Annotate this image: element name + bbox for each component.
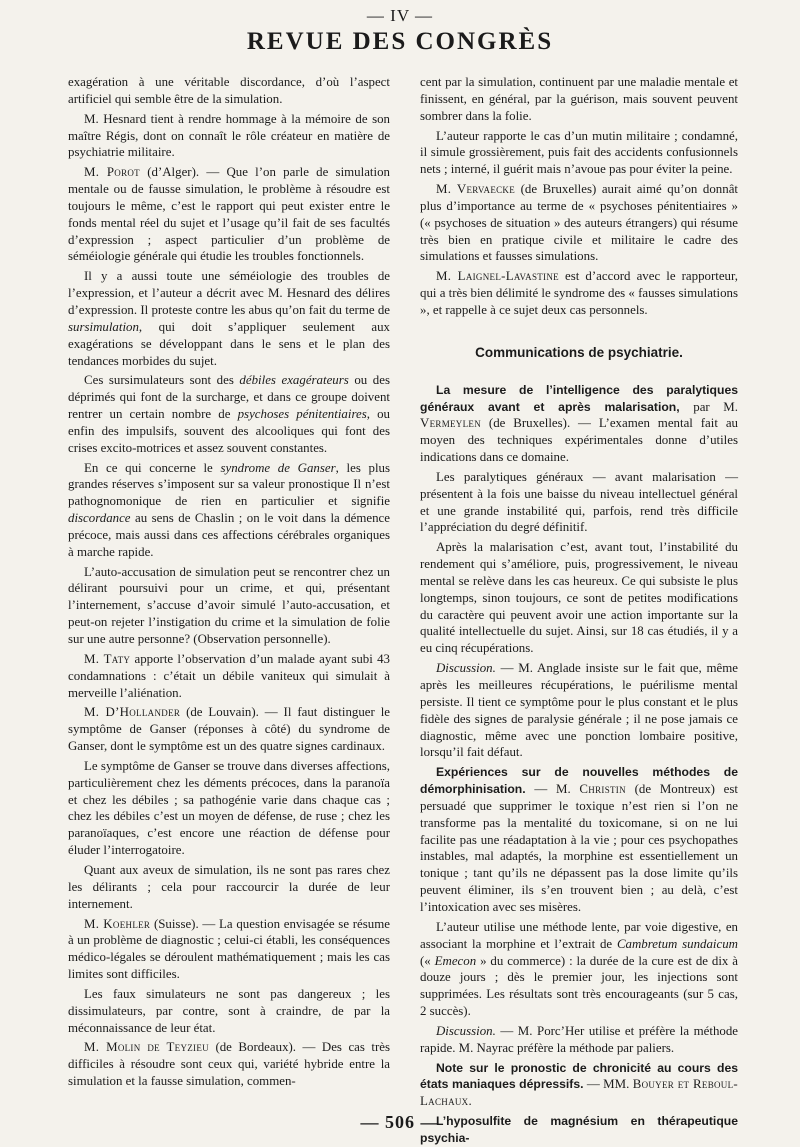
author-name: M. Vervaecke [436, 182, 516, 197]
paragraph: Quant aux aveux de simulation, ils ne sont pas rares chez les délirants ; cela pour raccourcir la durée de leur internement. [68, 862, 390, 911]
discussion-label: Discussion. [436, 661, 496, 676]
paragraph: En ce qui concerne le syndrome de Ganser, les plus grandes réserves s’imposent sur sa valeur pronostique Il n’est pathognomonique de rien en particulier et signifie discordance au sens de Chaslin ; on le voit dans la démence précoce, mais aussi dans ces affections cérébrales organiques à marche rapide. [68, 460, 391, 559]
author-name: M. D’Hollander [84, 705, 181, 720]
paragraph: Le symptôme de Ganser se trouve dans diverses affections, particulièrement chez les déments précoces, dans la paranoïa et chez les débiles ; sa pathogénie varie dans chaque cas ; chez les débiles c’est un moyen de défense, de ruse ; chez les paranoïaques, c’est encore une réaction de défense pour éluder l’interrogatoire. [68, 758, 390, 858]
communication-title: La mesure de l’intelligence des paralytiques généraux avant et après malarisation, [420, 382, 738, 414]
paragraph: M. Molin de Teyzieu (de Bordeaux). — Des cas très difficiles à résoudre sont ceux qui, variété hybride entre la simulation et la fausse simulation, commen- [68, 1040, 391, 1089]
folio-roman: — IV — [366, 6, 434, 25]
page-number: — 506 — [360, 1112, 440, 1132]
paragraph: Ces sursimulateurs sont des débiles exagérateurs ou des déprimés qui font de la surcharge, et dans ce groupe doivent rentrer un certain nombre de psychoses pénitentiaires, ou enfin des impulsifs, souvent des alcooliques qui font des crises excito-motrices et assez souvent constantes. [68, 373, 390, 455]
author-name: M. Porot [84, 165, 140, 180]
author-name: M. Molin de Teyzieu [84, 1040, 209, 1055]
paragraph: M. Koehler (Suisse). — La question envisagée se résume à un problème de diagnostic ; celui-ci établi, les conséquences médico-légales se déroulent mathématiquement ; mais les cas limites sont difficiles. [68, 916, 390, 982]
author-name: Christin [579, 782, 626, 797]
paragraph: Discussion. — M. Porc’Her utilise et préfère la méthode rapide. M. Nayrac préfère la méthode par paliers. [420, 1023, 738, 1055]
right-column [420, 74, 738, 1147]
paragraph: L’auteur utilise une méthode lente, par voie digestive, en associant la morphine et l’extrait de Cambretum sundaicum (« Emecon » du commerce) : la durée de la cure est de dix à douze jours ; dès le premier jour, les injections sont supprimées. Les résultats sont très encourageants (sur 5 cas, 2 succès). [420, 919, 738, 1019]
author-name: M. Laignel-Lavastine [436, 269, 559, 284]
paragraph: Les faux simulateurs ne sont pas dangereux ; les dissimulateurs, par contre, sont à craindre, de par la méconnaissance de leur état. [68, 986, 390, 1035]
author-name: M. Koehler [84, 916, 151, 931]
discussion-label: Discussion. [436, 1023, 496, 1038]
paragraph: Après la malarisation c’est, avant tout, l’instabilité du rendement qui s’améliore, puis, progressivement, le niveau mental se relève dans les cas heureux. Ce qui subsiste le plus longtemps, sinon toujours, ce sont de petites modifications du caractère qui peuvent avoir une action importante sur la qualité intellectuelle du sujet. Ainsi, sur 18 cas étudiés, il y a eu cinq récupérations. [420, 540, 738, 656]
communication-entry: Expériences sur de nouvelles méthodes de démorphinisation. — M. Christin (de Montreux) est persuadé que supprimer le toxique n’est rien si l’on ne transforme pas la mentalité du toxicomane, si on ne lui facilite pas une réadaptation à la vie ; pour ces psychopathes instables, mal adaptés, la morphine est essentiellement un tonique ; tant qu’ils ne dépassent pas la dose limite qu’ils peuvent éliminer, ils s’en trouvent bien ; au delà, c’est l’intoxication avec ses misères. [420, 765, 738, 914]
running-title: REVUE DES CONGRÈS [246, 28, 554, 55]
paragraph: Les paralytiques généraux — avant malarisation — présentent à la fois une baisse du niveau intellectuel général et une grande instabilité qui, parfois, rend très difficile l’appréciation du degré définitif. [420, 469, 738, 535]
author-name: M. Taty [84, 651, 131, 666]
paragraph: M. Taty apporte l’observation d’un malade ayant subi 43 condamnations : c’était un débile vaniteux qui simulait à merveille l’aliénation. [68, 651, 390, 700]
communication-title: L’hyposulfite de magnésium en thérapeutique psychia- [420, 1114, 738, 1145]
paragraph: M. Vervaecke (de Bruxelles) aurait aimé qu’on donnât plus d’importance au terme de « psychoses pénitentiaires » (« psychoses de situation » des auteurs étrangers) qui résume très bien en pratique civile et militaire le cadre des simulations et fausses simulations. [420, 182, 739, 264]
communication-title: Note sur le pronostic de chronicité au cours des états maniaques dépressifs. [420, 1060, 738, 1092]
paragraph: Discussion. — M. Anglade insiste sur le fait que, même après les meilleures récupérations, le puérilisme mental persiste. Il tient ce symptôme pour le plus constant et le plus fidèle des signes de paralysie générale ; il ne pose jamais ce diagnostic, même avec une ponction lombaire positive, lorsqu’il fait défaut. [420, 661, 738, 760]
author-name: Vermeylen [420, 416, 482, 431]
paragraph: cent par la simulation, continuent par une maladie mentale et finissent, en général, par la guérison, mais souvent peuvent sombrer dans la folie. [420, 75, 738, 123]
paragraph: exagération à une véritable discordance, d’où l’aspect artificiel qui semble être de la simulation. [68, 75, 390, 106]
communication-entry: La mesure de l’intelligence des paralytiques généraux avant et après malarisation, par M. Vermeylen (de Bruxelles). — L’examen mental fait au moyen des techniques expérimentales donne d’utiles indications dans ce domaine. [420, 382, 738, 465]
left-column [68, 74, 390, 1090]
paragraph: Il y a aussi toute une séméiologie des troubles de l’expression, et l’auteur a décrit avec M. Hesnard des délires d’expression. Il proteste contre les abus qu’on fait du terme de sursimulation, qui doit s’appliquer seulement aux exagérations se développant dans le sens et le plan des tendances morbides du sujet. [68, 269, 390, 368]
paragraph: M. D’Hollander (de Louvain). — Il faut distinguer le symptôme de Ganser (réponses à côté) du syndrome de Ganser, dont le symptôme est un des quatre signes cardinaux. [68, 705, 390, 754]
author-name: Bouyer et Reboul-Lachaux. [420, 1077, 738, 1109]
paragraph: M. Porot (d’Alger). — Que l’on parle de simulation mentale ou de fausse simulation, le problème à résoudre est toujours le même, c’est le rapport qui peut exister entre le fonds mental réel du sujet et l’usage qu’il fait de ses facultés d’expression ; aspect particulier d’un problème de séméiologie générale qui étudie les troubles fonctionnels. [68, 165, 390, 264]
paragraph: L’auto-accusation de simulation peut se rencontrer chez un délirant poursuivi pour un crime, et qui, présentant l’internement, s’accuse d’avoir simulé l’auto-accusation, et peut-on rejeter l’instigation du crime et la simulation de folie sur une autre personne? (Observation personnelle). [68, 564, 390, 646]
paragraph: M. Laignel-Lavastine est d’accord avec le rapporteur, qui a très bien délimité le syndrome des « fausses simulations », et rappelle à ce sujet deux cas personnels. [420, 269, 738, 317]
section-heading: Communications de psychiatrie. [475, 344, 683, 360]
communication-entry: Note sur le pronostic de chronicité au cours des états maniaques dépressifs. — MM. Bouyer et Reboul-Lachaux. [420, 1060, 738, 1109]
paragraph: L’auteur rapporte le cas d’un mutin militaire ; condamné, il simule grossièrement, puis fait des accidents confusionnels nets ; interné, il guérit mais n’avoue pas pour éviter la peine. [420, 128, 738, 177]
communication-title: Expériences sur de nouvelles méthodes de démorphinisation. [420, 765, 738, 797]
paragraph: M. Hesnard tient à rendre hommage à la mémoire de son maître Régis, dont on connaît le rôle créateur en matière de psychiatrie militaire. [68, 111, 390, 160]
